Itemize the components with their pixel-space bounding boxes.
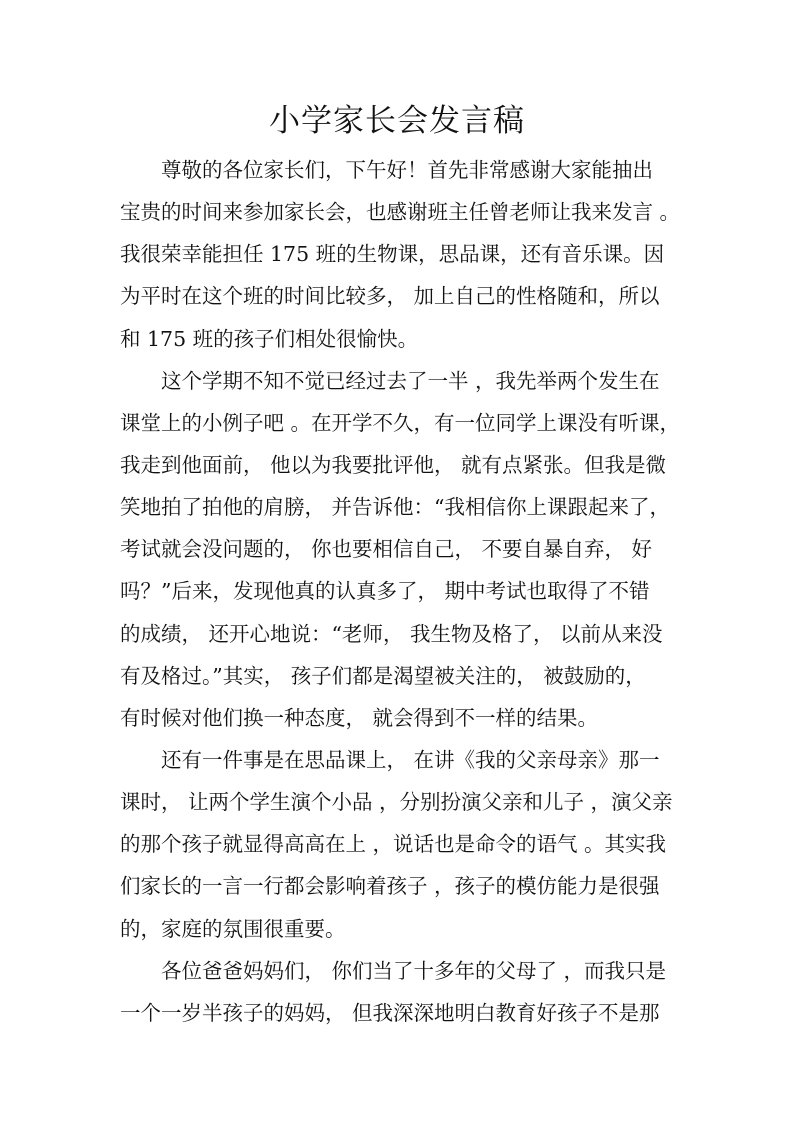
text-line: 和 175 班的孩子们相处很愉快。: [120, 326, 419, 351]
text-line: 一个一岁半孩子的妈妈， 但我深深地明白教育好孩子不是那: [120, 1000, 660, 1025]
text-line: 吗？”后来，发现他真的认真多了， 期中考试也取得了不错: [120, 579, 650, 604]
document-body: [120, 149, 700, 1034]
text-line: 有及格过。”其实， 孩子们都是渴望被关注的， 被鼓励的，: [120, 663, 646, 688]
text-line: 我走到他面前， 他以为我要批评他， 就有点紧张。但我是微: [120, 452, 667, 477]
paragraph-example-two: [120, 739, 700, 950]
text-line: 的那个孩子就显得高高在上 ，说话也是命令的语气 。其实我: [120, 832, 667, 857]
text-line: 为平时在这个班的时间比较多， 加上自己的性格随和，所以: [120, 284, 660, 309]
paragraph-example-one: [120, 360, 700, 739]
text-line: 的成绩， 还开心地说：“老师， 我生物及格了， 以前从来没: [120, 621, 663, 646]
paragraph-greeting: [120, 149, 700, 360]
paragraph-parents: [120, 950, 700, 1034]
text-line: 我很荣幸能担任 175 班的生物课，思品课，还有音乐课。因: [120, 242, 665, 267]
text-line: 们家长的一言一行都会影响着孩子 ，孩子的模仿能力是很强: [120, 874, 660, 899]
document-title: 小学家长会发言稿: [269, 103, 525, 139]
text-line: 课堂上的小例子吧 。在开学不久，有一位同学上课没有听课，: [120, 410, 681, 435]
text-line: 尊敬的各位家长们，下午好！首先非常感谢大家能抽出: [161, 158, 653, 182]
text-line: 课时， 让两个学生演个小品 ，分别扮演父亲和儿子 ，演父亲: [120, 790, 673, 815]
text-line: 宝贵的时间来参加家长会，也感谢班主任曾老师让我来发言 。: [120, 200, 681, 225]
text-line: 考试就会没问题的， 你也要相信自己， 不要自暴自弃， 好: [120, 537, 653, 562]
text-line: 的，家庭的氛围很重要。: [120, 916, 346, 941]
text-line: 有时候对他们换一种态度， 就会得到不一样的结果。: [120, 705, 599, 730]
text-line: 各位爸爸妈妈们， 你们当了十多年的父母了 ，而我只是: [161, 958, 667, 983]
text-line: 还有一件事是在思品课上， 在讲《我的父亲母亲》那一: [161, 747, 660, 772]
text-line: 笑地拍了拍他的肩膀， 并告诉他：“我相信你上课跟起来了，: [120, 495, 670, 520]
text-line: 这个学期不知不觉已经过去了一半 ，我先举两个发生在: [161, 368, 660, 393]
